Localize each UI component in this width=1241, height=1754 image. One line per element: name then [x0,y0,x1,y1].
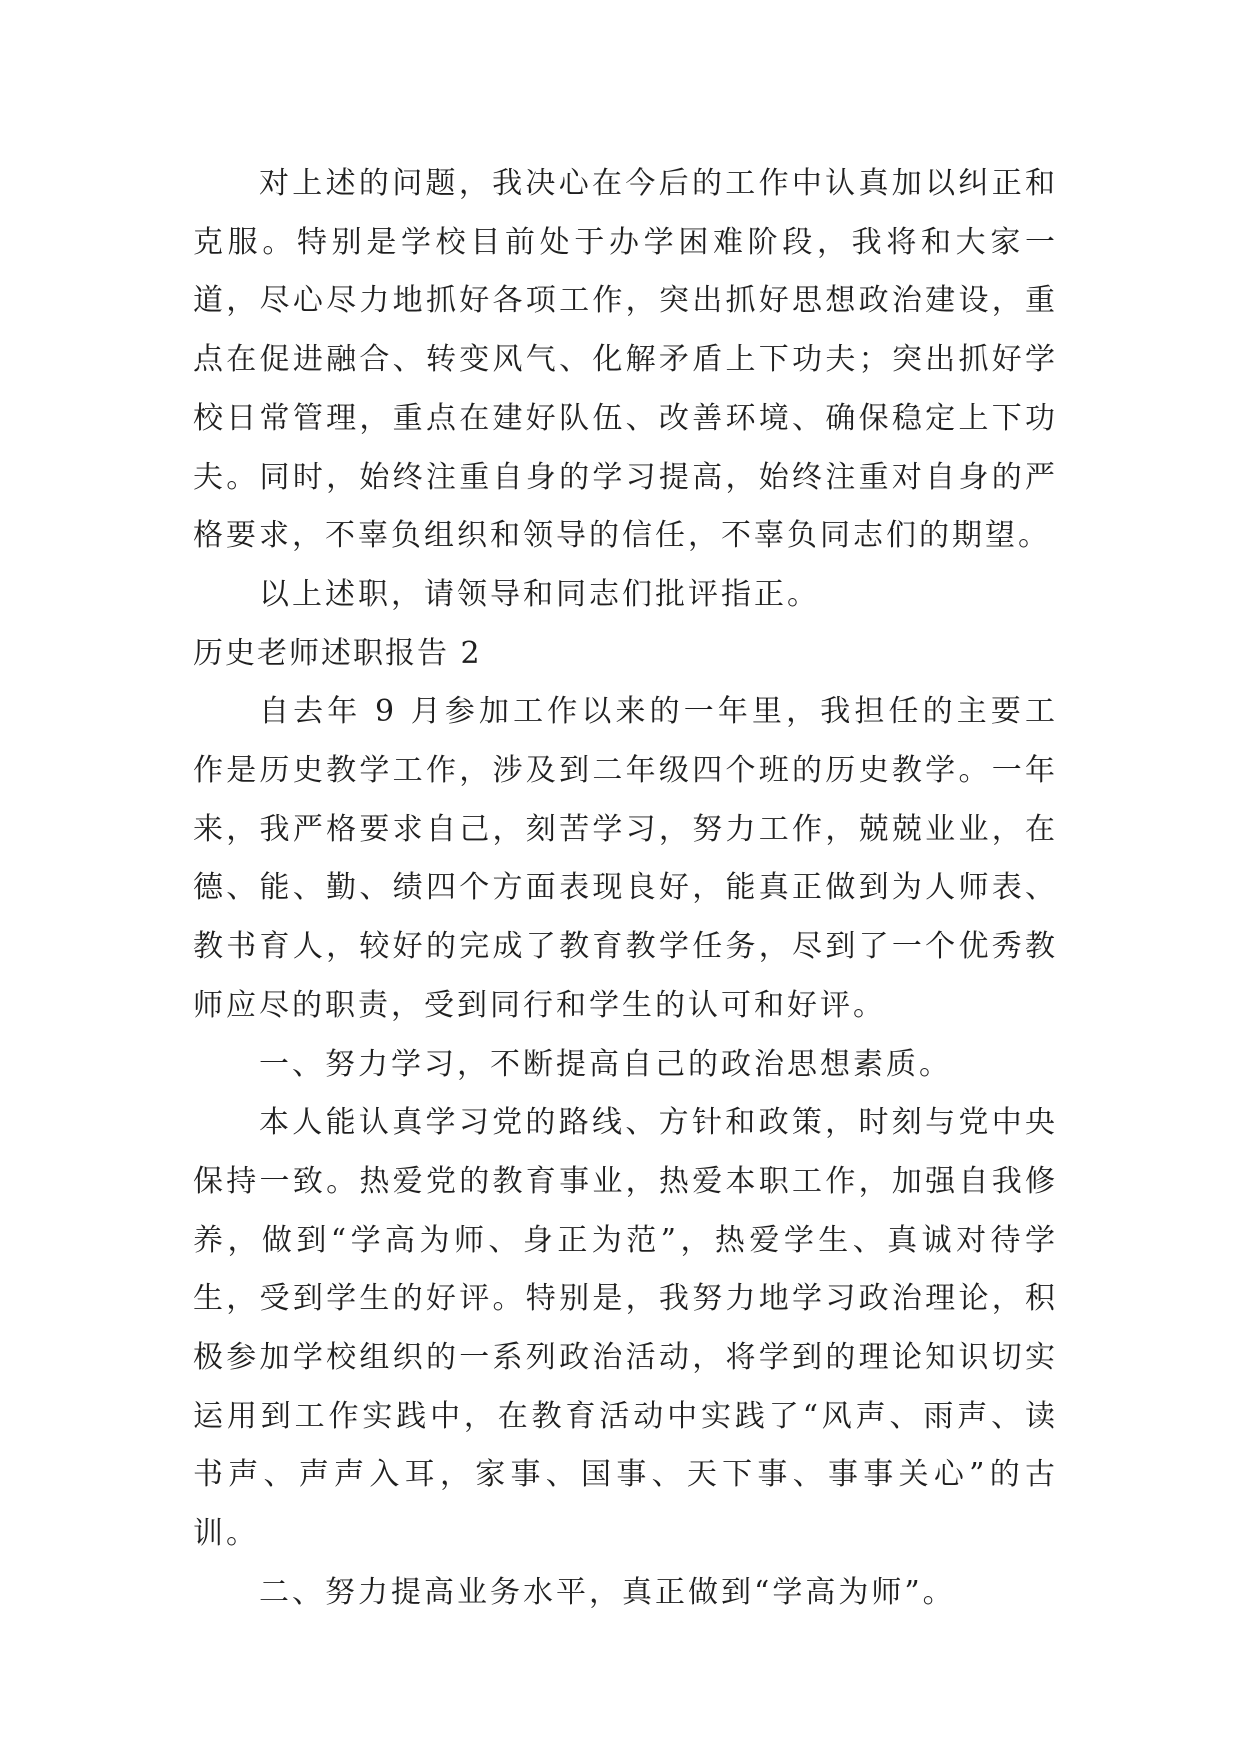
paragraph-correction-pledge: 对上述的问题，我决心在今后的工作中认真加以纠正和克服。特别是学校目前处于办学困难阶段，我将和大家一道，尽心尽力地抓好各项工作，突出抓好思想政治建设，重点在促进融合、转变风气、化解矛盾上下功夫；突出抓好学校日常管理，重点在建好队伍、改善环境、确保稳定上下功夫。同时，始终注重自身的学习提高，始终注重对自身的严格要求，不辜负组织和领导的信任，不辜负同志们的期望。 [193,166,1058,554]
paragraph-political-study: 本人能认真学习党的路线、方针和政策，时刻与党中央保持一致。热爱党的教育事业，热爱本职工作，加强自我修养，做到“学高为师、身正为范”，热爱学生、真诚对待学生，受到学生的好评。特别是，我努力地学习政治理论，积极参加学校组织的一系列政治活动，将学到的理论知识切实运用到工作实践中，在教育活动中实践了“风声、雨声、读书声、声声入耳，家事、国事、天下事、事事关心”的古训。 [193,1105,1058,1552]
paragraph-point-two-heading: 二、努力提高业务水平，真正做到“学高为师”。 [259,1574,956,1610]
section-title: 历史老师述职报告 2 [193,635,482,671]
paragraph-work-summary: 自去年 9 月参加工作以来的一年里，我担任的主要工作是历史教学工作，涉及到二年级四个班的历史教学。一年来，我严格要求自己，刻苦学习，努力工作，兢兢业业，在德、能、勤、绩四个方面表现良好，能真正做到为人师表、教书育人，较好的完成了教育教学任务，尽到了一个优秀教师应尽的职责，受到同行和学生的认可和好评。 [193,694,1058,1023]
paragraph-closing-request: 以上述职，请领导和同志们批评指正。 [259,576,820,612]
paragraph-point-one-heading: 一、努力学习，不断提高自己的政治思想素质。 [259,1046,952,1082]
document-body [193,155,1058,1623]
